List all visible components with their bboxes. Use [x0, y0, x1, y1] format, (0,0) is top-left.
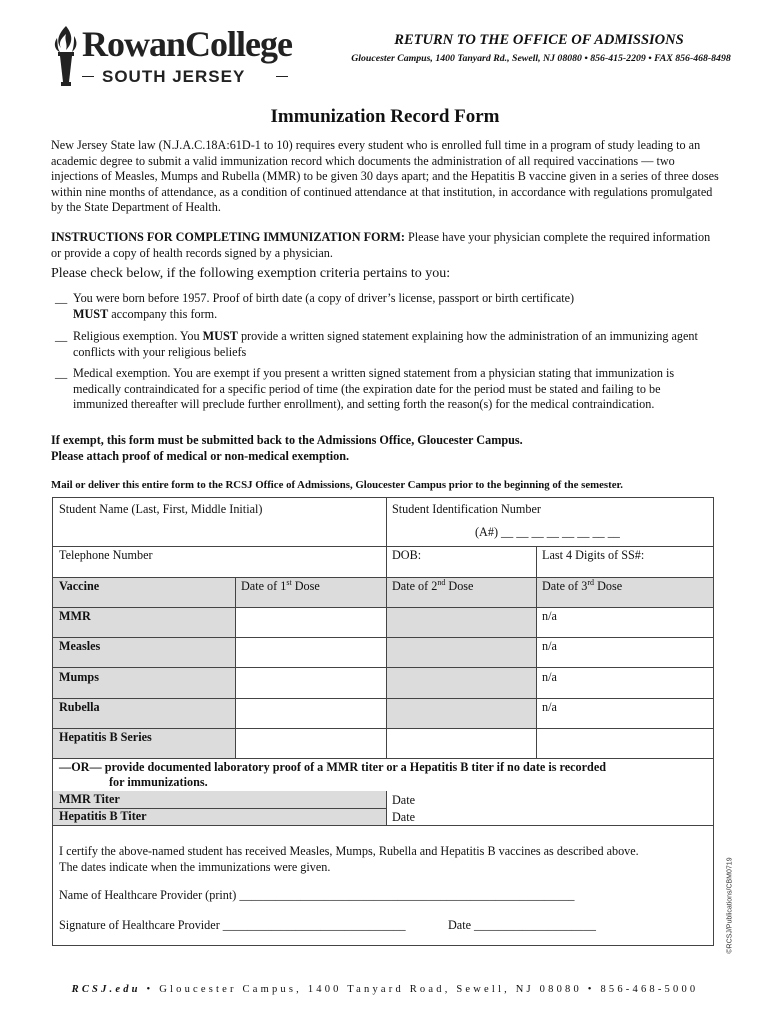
option-text: [73, 329, 713, 360]
mail-note: Mail or deliver this entire form to the RCSJ Office of Admissions, Gloucester Campus prior to the beginning of the semester.: [51, 479, 623, 491]
vaccine-row-rubella: Rubella: [59, 700, 100, 714]
option-text: Medical exemption. You are exempt if you present a written signed statement from a physician stating that immunization is medically contraindicated for a specific period of time (the expiration date for the period must be stated and failing to be immunized thereafter will preclude further enrollment), and setting forth the reason(s) for the medical contraindication.: [73, 366, 675, 411]
provider-name-field[interactable]: Name of Healthcare Provider (print) _______________________________________________________: [59, 888, 575, 902]
dose-ordinal: st: [286, 577, 292, 587]
return-title: RETURN TO THE OFFICE OF ADMISSIONS: [394, 32, 684, 48]
col-divider: [235, 577, 236, 758]
na-label: n/a: [542, 639, 557, 653]
col-divider: [536, 546, 537, 758]
publication-code-text: ©RCSJ/Publications/CBM0719: [726, 857, 734, 954]
dose-ordinal: rd: [587, 577, 595, 587]
signature-date-field[interactable]: Date ____________________: [448, 918, 596, 932]
row-divider: [53, 728, 713, 729]
row-divider: [53, 546, 713, 547]
na-label: n/a: [542, 700, 557, 714]
row-divider: [53, 698, 713, 699]
exempt-line-1: If exempt, this form must be submitted back to the Admissions Office, Gloucester Campus.: [51, 433, 523, 447]
instructions-label: INSTRUCTIONS FOR COMPLETING IMMUNIZATION FORM:: [51, 230, 405, 244]
or-line-2: for immunizations.: [109, 775, 208, 789]
student-id-label[interactable]: Student Identification Number: [392, 502, 541, 516]
telephone-label[interactable]: Telephone Number: [59, 548, 153, 562]
checkbox-blank[interactable]: __: [55, 329, 68, 343]
option-text-a: Religious exemption. You: [73, 329, 203, 343]
footer-sep: •: [140, 984, 160, 995]
exemption-option-birth[interactable]: [55, 291, 715, 321]
college-logo: [52, 22, 302, 90]
option-must: MUST: [73, 306, 109, 321]
col-divider: [386, 791, 387, 825]
col-divider: [386, 498, 387, 607]
footer-sep: •: [581, 984, 601, 995]
vaccine-row-measles: Measles: [59, 639, 101, 653]
logo-subtitle: [82, 66, 288, 88]
ssn-label[interactable]: Last 4 Digits of SS#:: [542, 548, 645, 562]
vaccine-row-mmr: MMR: [59, 609, 91, 623]
a-number-field[interactable]: (A#) __ __ __ __ __ __ __ __: [475, 525, 620, 539]
vaccine-row-mumps: Mumps: [59, 670, 99, 684]
instructions-text: Please have your physician complete the required information or provide a copy of health records signed by a physician.: [51, 230, 711, 260]
dose-suffix: Dose: [291, 579, 320, 593]
footer-site[interactable]: RCSJ.edu: [71, 984, 141, 995]
logo-rule-right: [276, 76, 288, 77]
row-divider: [53, 825, 713, 826]
dose-prefix: Date of: [542, 579, 582, 593]
dose-suffix: Dose: [445, 579, 474, 593]
logo-subtitle-text: SOUTH JERSEY: [102, 67, 246, 86]
exemption-option-religious[interactable]: [55, 329, 715, 359]
exempt-line-2: Please attach proof of medical or non-medical exemption.: [51, 448, 350, 463]
vaccine-row-hepb: Hepatitis B Series: [59, 730, 152, 744]
dose-prefix: Date of: [241, 579, 281, 593]
instructions-paragraph: [51, 230, 721, 261]
return-address: Gloucester Campus, 1400 Tanyard Rd., Sewell, NJ 08080 • 856-415-2209 • FAX 856-468-8498: [351, 53, 731, 64]
dob-label[interactable]: DOB:: [392, 548, 422, 562]
form-title: Immunization Record Form: [270, 106, 500, 127]
row-divider: [53, 607, 713, 608]
hepb-titer-label: Hepatitis B Titer: [59, 809, 147, 823]
option-text-a: You were born before 1957. Proof of birth date (a copy of driver’s license, passport or birth certificate): [73, 291, 575, 305]
mmr-titer-date[interactable]: Date: [392, 793, 416, 807]
row-divider: [53, 637, 713, 638]
student-name-label[interactable]: Student Name (Last, First, Middle Initial): [59, 502, 263, 516]
exempt-notice: [51, 433, 711, 464]
dose-number: 1: [280, 579, 287, 593]
footer: [0, 984, 770, 995]
footer-phone: 856-468-5000: [600, 984, 699, 995]
dose-ordinal: nd: [437, 577, 446, 587]
option-text: [73, 291, 713, 322]
hepb-titer-date[interactable]: Date: [392, 810, 416, 824]
logo-wordmark: RowanCollege: [82, 24, 292, 64]
row-divider: [53, 667, 713, 668]
certify-line-1: I certify the above-named student has received Measles, Mumps, Rubella and Hepatitis B vaccines as described above.: [59, 844, 639, 858]
dose-number: 3: [581, 579, 588, 593]
dose-prefix: Date of: [392, 579, 432, 593]
checkbox-blank[interactable]: __: [55, 366, 68, 380]
logo-rule-left: [82, 76, 94, 77]
publication-code: [724, 854, 736, 964]
mmr-titer-label: MMR Titer: [59, 792, 120, 806]
dose-number: 2: [431, 579, 438, 593]
dose1-header: [241, 579, 320, 594]
provider-signature-field[interactable]: Signature of Healthcare Provider ______________________________: [59, 918, 406, 932]
intro-paragraph: New Jersey State law (N.J.A.C.18A:61D-1 to 10) requires every student who is enrolled full time in a program of study leading to an academic degree to submit a valid immunization record which documents the administration of all required vaccinations — two injections of Measles, Mumps and Rubella (MMR) to be given 30 days apart; and the Hepatitis B vaccine given in a series of three doses within nine months of attendance, as a condition of continued attendance at that institution, in accordance with regulations promulgated by the State Department of Health.: [51, 138, 719, 214]
option-must: MUST: [202, 329, 238, 343]
col-divider: [386, 607, 387, 758]
na-label: n/a: [542, 670, 557, 684]
dose3-header: [542, 579, 622, 594]
vaccine-header: Vaccine: [59, 579, 100, 593]
footer-address: Gloucester Campus, 1400 Tanyard Road, Sewell, NJ 08080: [159, 984, 582, 995]
exemption-heading: Please check below, if the following exemption criteria pertains to you:: [51, 266, 451, 281]
option-text-b: accompany this form.: [108, 306, 218, 321]
torch-icon: [52, 24, 80, 88]
immunization-table: [52, 497, 714, 946]
dose-suffix: Dose: [594, 579, 623, 593]
certify-line-2: The dates indicate when the immunizations were given.: [59, 860, 331, 874]
exemption-option-medical[interactable]: [55, 366, 715, 411]
or-line-1: —OR— provide documented laboratory proof of a MMR titer or a Hepatitis B titer if no date is recorded: [59, 760, 607, 774]
na-label: n/a: [542, 609, 557, 623]
option-text-b: provide a written signed statement explaining how the administration of an immunizing agent conflicts with your religious beliefs: [73, 329, 698, 359]
checkbox-blank[interactable]: __: [55, 291, 68, 305]
dose2-header: [392, 579, 473, 594]
row-divider: [53, 577, 713, 578]
row-divider: [53, 758, 713, 759]
